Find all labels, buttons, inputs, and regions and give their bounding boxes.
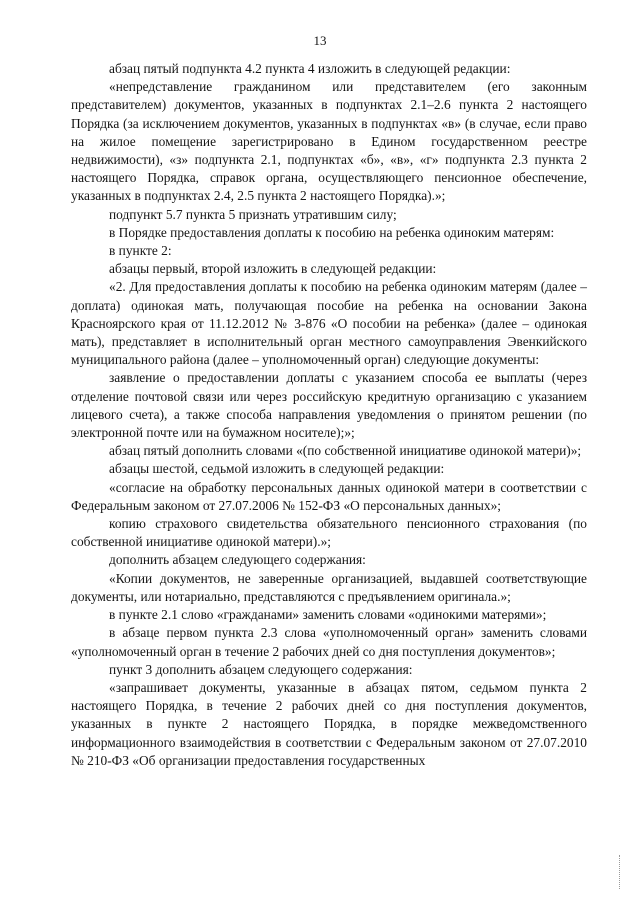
- paragraph: «непредставление гражданином или представителем (его законным представителем) документов, указанных в подпунктах 2.1–2.6 пункта 2 настоящего Порядка (за исключением документов, указанных в подпунктах «в» (в случае, если право на жилое помещение зарегистрировано в Едином государственном реестре недвижимости), «з» подпункта 2.1, подпунктах «б», «в», «г» подпункта 2.3 пункта 2 настоящего Порядка, справок органа, осуществляющего пенсионное обеспечение, указанных в подпунктах 2.4, 2.5 пункта 2 настоящего Порядка).»;: [71, 79, 587, 204]
- paragraph: «Копии документов, не заверенные организацией, выдавшей соответствующие документы, или нотариально, представляются с предъявлением оригинала.»;: [71, 570, 587, 604]
- paragraph: абзац пятый дополнить словами «(по собственной инициативе одинокой матери)»;: [109, 443, 582, 459]
- paragraph: «согласие на обработку персональных данных одинокой матери в соответствии с Федеральным законом от 27.07.2006 № 152-ФЗ «О персональных данных»;: [71, 479, 587, 513]
- paragraph: в абзаце первом пункта 2.3 слова «уполномоченный орган» заменить словами «уполномоченный орган в течение 2 рабочих дней со дня поступления документов»;: [71, 625, 587, 659]
- paragraph: в пункте 2.1 слово «гражданами» заменить словами «одинокими матерями»;: [109, 607, 547, 623]
- paragraph: копию страхового свидетельства обязательного пенсионного страхования (по собственной инициативе одинокой матери).»;: [71, 516, 587, 550]
- paragraph: абзац пятый подпункта 4.2 пункта 4 изложить в следующей редакции:: [109, 61, 511, 76]
- document-body: [71, 60, 587, 770]
- paragraph: «запрашивает документы, указанные в абзацах пятом, седьмом пункта 2 настоящего Порядка, в течение 2 рабочих дней со дня поступления документов, указанных в пункте 2 настоящего Порядка, в порядке межведомственного информационного взаимодействия в соответствии с Федеральным законом от 27.07.2010 № 210-ФЗ «Об организации предоставления государственных: [71, 679, 587, 768]
- paragraph: заявление о предоставлении доплаты с указанием способа ее выплаты (через отделение почтовой связи или через российскую кредитную организацию с указанием лицевого счета), а также способа направления уведомления о принятом решении (по электронной почте или на бумажном носителе);»;: [71, 370, 587, 441]
- paragraph: подпункт 5.7 пункта 5 признать утратившим силу;: [109, 206, 397, 222]
- paragraph: «2. Для предоставления доплаты к пособию на ребенка одиноким матерям (далее – доплата) одинокая мать, получающая пособие на ребенка на основании Закона Красноярского края от 11.12.2012 № 3-876 «О пособии на ребенка» (далее – одинокая мать), представляет в исполнительный орган местного самоуправления Эвенкийского муниципального района (далее – уполномоченный орган) следующие документы:: [71, 279, 587, 368]
- paragraph: абзацы шестой, седьмой изложить в следующей редакции:: [109, 461, 445, 477]
- paragraph: абзацы первый, второй изложить в следующей редакции:: [109, 261, 437, 277]
- paragraph: в Порядке предоставления доплаты к пособию на ребенка одиноким матерям:: [109, 224, 555, 240]
- scan-margin-mark: [619, 855, 626, 889]
- paragraph: пункт 3 дополнить абзацем следующего содержания:: [109, 661, 413, 677]
- paragraph: в пункте 2:: [109, 243, 172, 259]
- page-number: 13: [313, 33, 327, 48]
- paragraph: дополнить абзацем следующего содержания:: [109, 552, 366, 568]
